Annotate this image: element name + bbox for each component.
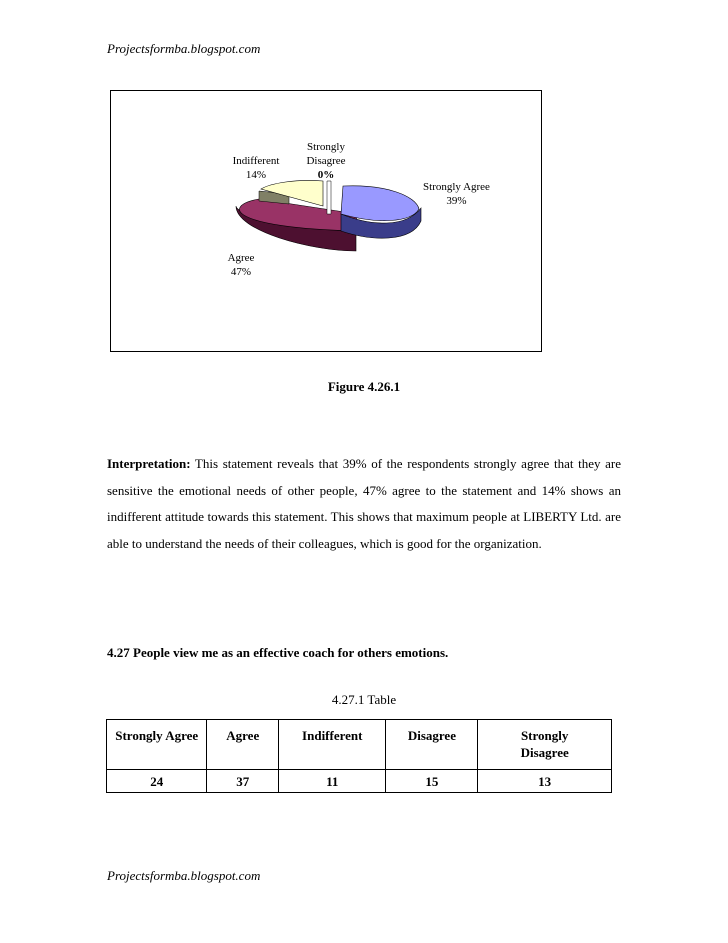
value-strongly-disagree: 13 (478, 770, 612, 793)
pie-slice-strongly-disagree (327, 181, 331, 214)
page-header: Projectsformba.blogspot.com (107, 41, 261, 56)
figure-caption: Figure 4.26.1 (327, 379, 401, 394)
header-indifferent: Indifferent (279, 720, 386, 770)
label-strongly-disagree: Strongly Disagree 0% (306, 141, 346, 181)
section-heading: 4.27 People view me as an effective coach for others emotions. (107, 645, 449, 660)
pie-chart (111, 91, 541, 351)
value-indifferent: 11 (279, 770, 386, 793)
interpretation-text: This statement reveals that 39% of the respondents strongly agree that they are sensitive the emotional needs of other people, 47% agree to the statement and 14% shows an indifferent attitude towards this statement. This shows that maximum people at LIBERTY Ltd. are able to understand the needs of their colleagues, which is good for the organization. (107, 456, 621, 552)
header-strongly-disagree: Strongly Disagree (478, 720, 612, 770)
header-disagree: Disagree (386, 720, 478, 770)
table-value-row (107, 770, 612, 793)
value-agree: 37 (207, 770, 279, 793)
pie-slice-strongly-agree (341, 186, 419, 221)
response-table (106, 719, 612, 793)
header-strongly-agree: Strongly Agree (107, 720, 207, 770)
value-disagree: 15 (386, 770, 478, 793)
pie-chart-frame (110, 90, 542, 352)
table-caption: 4.27.1 Table (331, 692, 397, 707)
table-header-row (107, 720, 612, 770)
value-strongly-agree: 24 (107, 770, 207, 793)
label-agree: Agree 47% (227, 252, 255, 278)
interpretation-label: Interpretation: (107, 456, 191, 471)
label-strongly-agree: Strongly Agree 39% (423, 181, 490, 207)
label-indifferent: Indifferent 14% (232, 155, 280, 181)
header-agree: Agree (207, 720, 279, 770)
page-footer: Projectsformba.blogspot.com (107, 868, 261, 883)
interpretation-paragraph (107, 451, 621, 558)
